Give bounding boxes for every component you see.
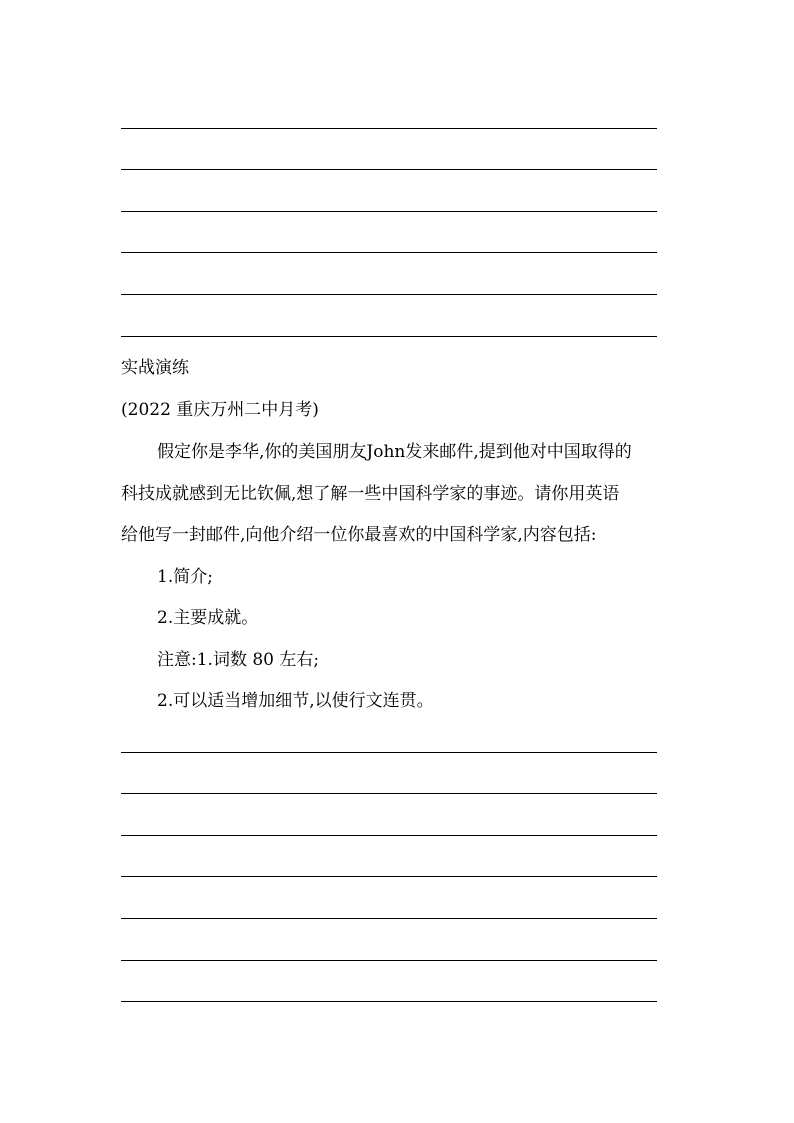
answer-line[interactable] [121,835,657,836]
writing-line[interactable] [121,169,657,170]
prompt-line: 给他写一封邮件,向他介绍一位你最喜欢的中国科学家,内容包括: [121,525,597,545]
note-line: 注意:1.词数 80 左右; [157,650,320,670]
source-note: (2022 重庆万州二中月考) [121,400,319,420]
writing-line[interactable] [121,128,657,129]
answer-line[interactable] [121,793,657,794]
content-point: 1.简介; [157,567,213,587]
writing-line[interactable] [121,336,657,337]
writing-line[interactable] [121,252,657,253]
content-point: 2.主要成就。 [157,608,259,628]
answer-line[interactable] [121,960,657,961]
prompt-line: 假定你是李华,你的美国朋友John发来邮件,提到他对中国取得的 [157,442,632,462]
answer-line[interactable] [121,876,657,877]
section-title: 实战演练 [121,358,189,378]
writing-line[interactable] [121,211,657,212]
writing-line[interactable] [121,294,657,295]
note-line: 2.可以适当增加细节,以使行文连贯。 [157,691,434,711]
answer-line[interactable] [121,918,657,919]
answer-line[interactable] [121,1001,657,1002]
answer-line[interactable] [121,752,657,753]
prompt-line: 科技成就感到无比钦佩,想了解一些中国科学家的事迹。请你用英语 [121,484,620,504]
